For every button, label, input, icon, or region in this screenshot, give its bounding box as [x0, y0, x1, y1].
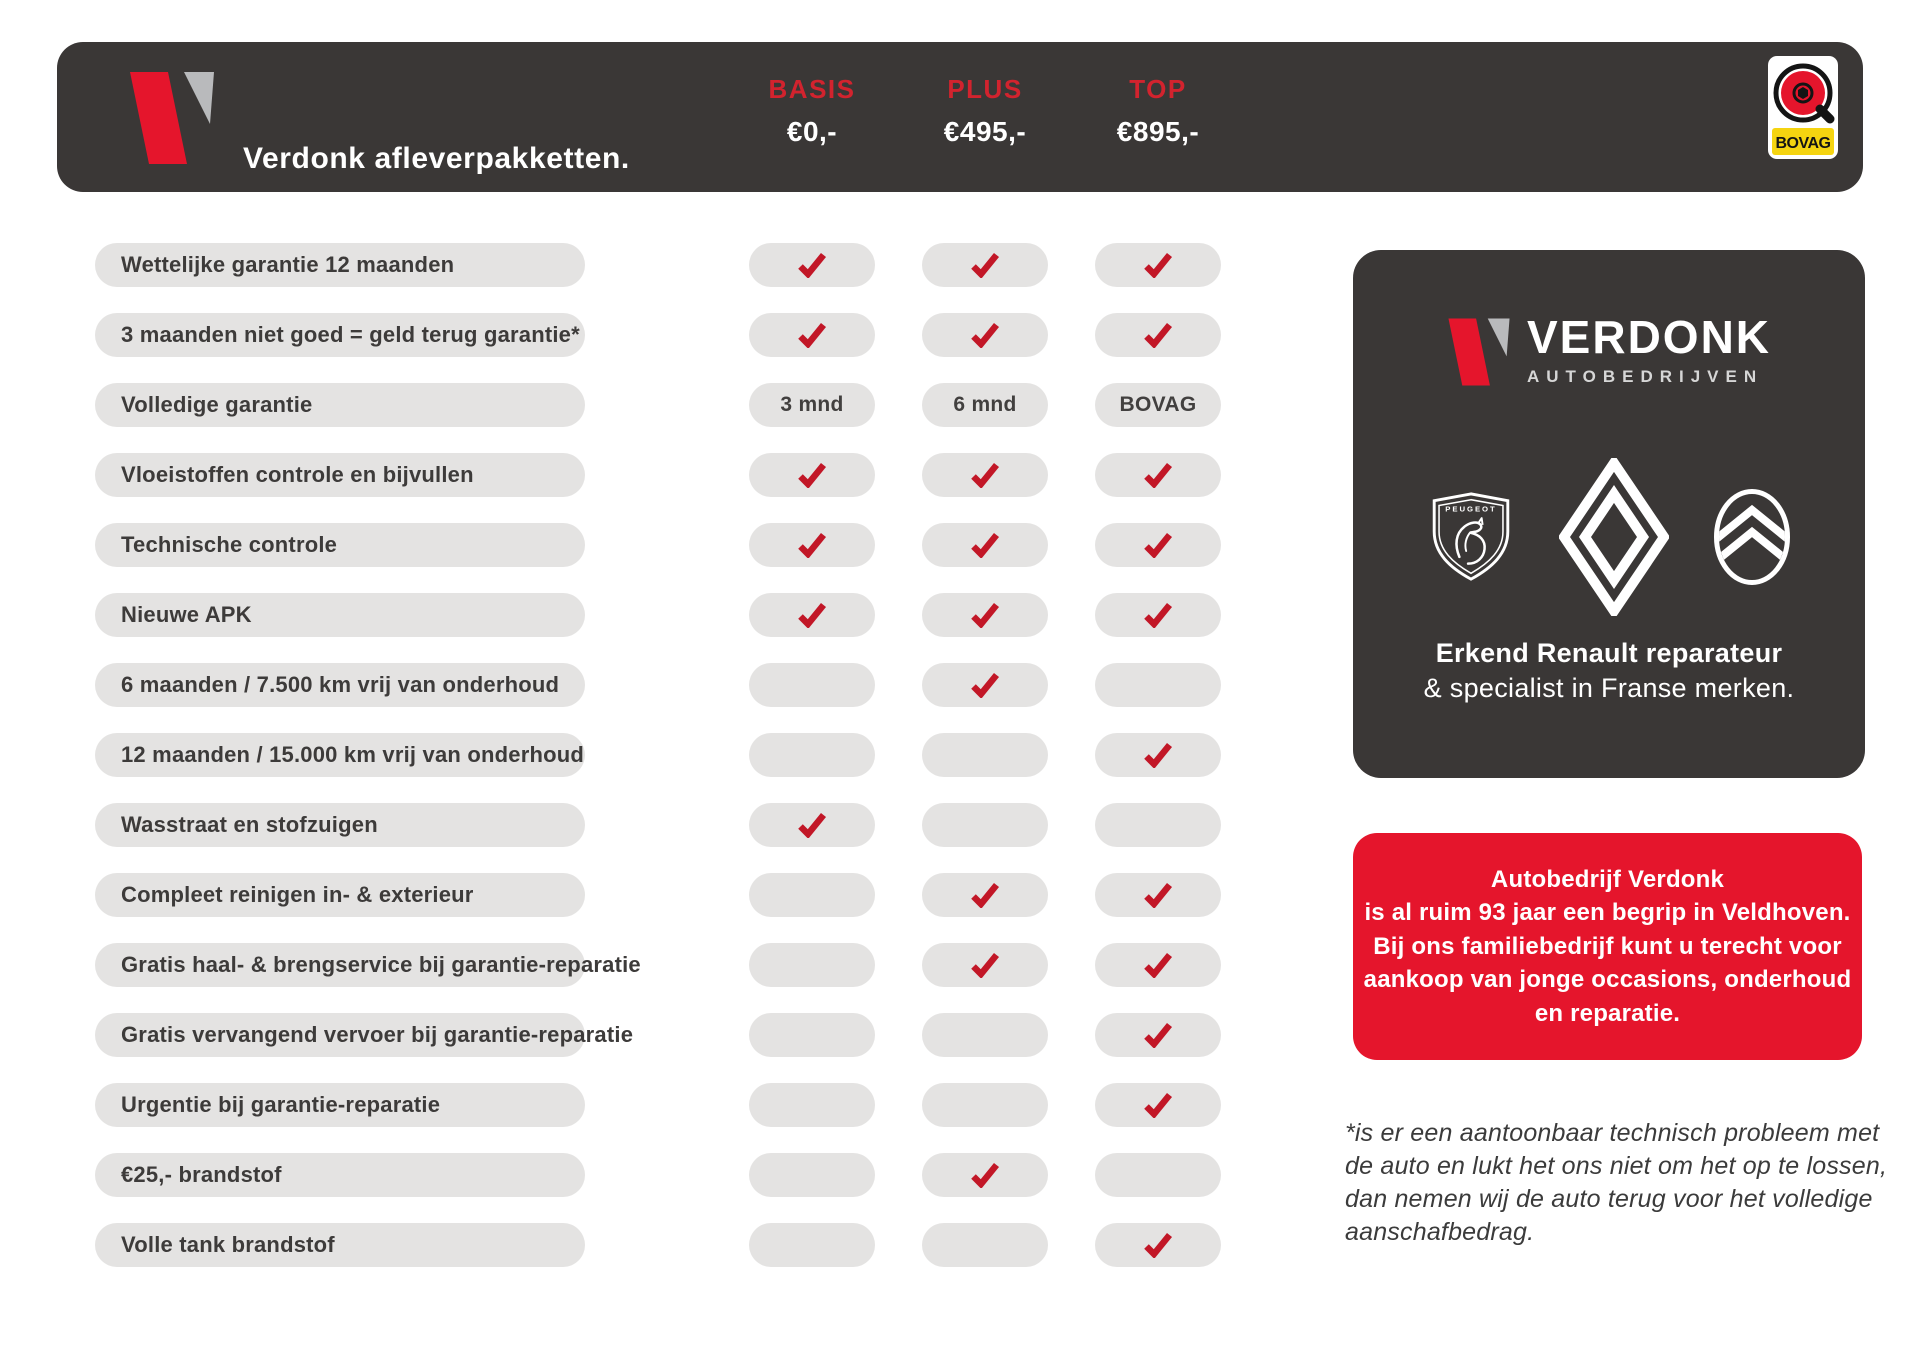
check-cell — [1095, 1083, 1221, 1127]
check-icon — [797, 812, 827, 838]
citroen-logo-icon — [1713, 488, 1791, 586]
about-line: is al ruim 93 jaar een begrip in Veldhoven. — [1364, 899, 1851, 927]
empty-cell — [922, 733, 1048, 777]
feature-label: Urgentie bij garantie-reparatie — [95, 1083, 585, 1127]
check-icon — [1143, 882, 1173, 908]
empty-cell — [749, 1153, 875, 1197]
check-icon — [1143, 1022, 1173, 1048]
check-icon — [797, 462, 827, 488]
check-icon — [970, 462, 1000, 488]
feature-label: Nieuwe APK — [95, 593, 585, 637]
about-line: Autobedrijf Verdonk — [1490, 865, 1725, 893]
empty-cell — [749, 663, 875, 707]
verdonk-logo-icon — [128, 72, 216, 164]
empty-cell — [749, 1013, 875, 1057]
table-row — [0, 523, 1340, 567]
feature-label: Wettelijke garantie 12 maanden — [95, 243, 585, 287]
table-row — [0, 733, 1340, 777]
table-row — [0, 313, 1340, 357]
column-price: €495,- — [943, 116, 1027, 147]
check-cell — [1095, 243, 1221, 287]
check-icon — [1143, 462, 1173, 488]
check-cell — [922, 1153, 1048, 1197]
check-cell — [1095, 1223, 1221, 1267]
peugeot-logo-icon — [1427, 491, 1515, 583]
check-cell — [749, 243, 875, 287]
empty-cell — [1095, 803, 1221, 847]
check-icon — [970, 532, 1000, 558]
feature-label: Technische controle — [95, 523, 585, 567]
check-icon — [970, 672, 1000, 698]
check-icon — [797, 322, 827, 348]
bovag-label: BOVAG — [1775, 135, 1831, 152]
check-cell — [1095, 943, 1221, 987]
check-icon — [1143, 952, 1173, 978]
check-cell — [922, 943, 1048, 987]
feature-label: Vloeistoffen controle en bijvullen — [95, 453, 585, 497]
table-row — [0, 1083, 1340, 1127]
check-cell — [749, 523, 875, 567]
footnote-line: *is er een aantoonbaar technisch probleem met — [1345, 1119, 1880, 1147]
empty-cell — [749, 943, 875, 987]
table-row — [0, 663, 1340, 707]
feature-label: Gratis haal- & brengservice bij garantie-reparatie — [95, 943, 585, 987]
check-cell — [749, 593, 875, 637]
check-icon — [1143, 1232, 1173, 1258]
table-row — [0, 1153, 1340, 1197]
feature-label: Gratis vervangend vervoer bij garantie-reparatie — [95, 1013, 585, 1057]
column-header-plus — [910, 74, 1060, 148]
check-cell — [749, 803, 875, 847]
brand-logos — [1353, 458, 1865, 616]
footnote — [1345, 1117, 1905, 1249]
check-icon — [797, 252, 827, 278]
footnote-line: dan nemen wij de auto terug voor het volledige — [1345, 1185, 1873, 1213]
verdonk-logo-lockup — [1353, 311, 1865, 390]
feature-label: Wasstraat en stofzuigen — [95, 803, 585, 847]
table-row — [0, 1223, 1340, 1267]
footnote-line: aanschafbedrag. — [1345, 1218, 1535, 1246]
check-icon — [970, 602, 1000, 628]
empty-cell — [922, 1223, 1048, 1267]
feature-label: 3 maanden niet goed = geld terug garantie* — [95, 313, 585, 357]
table-row — [0, 453, 1340, 497]
tagline-bold: Erkend Renault reparateur — [1435, 638, 1783, 668]
feature-label: Compleet reinigen in- & exterieur — [95, 873, 585, 917]
peugeot-label: PEUGEOT — [1445, 504, 1497, 514]
check-cell — [922, 663, 1048, 707]
table-row — [0, 1013, 1340, 1057]
column-name: BASIS — [768, 74, 856, 104]
check-icon — [1143, 742, 1173, 768]
verdonk-wordmark-sub: AUTOBEDRIJVEN — [1526, 367, 1764, 386]
check-icon — [1143, 322, 1173, 348]
table-row — [0, 873, 1340, 917]
column-name: TOP — [1129, 74, 1187, 104]
column-header-top — [1083, 74, 1233, 148]
tagline-rest: & specialist in Franse merken. — [1423, 673, 1795, 703]
empty-cell — [749, 733, 875, 777]
empty-cell — [1095, 663, 1221, 707]
verdonk-wordmark: VERDONK — [1526, 311, 1772, 363]
column-price: €895,- — [1116, 116, 1200, 147]
table-row — [0, 803, 1340, 847]
table-row — [0, 383, 1340, 427]
dealer-card — [1353, 250, 1865, 778]
empty-cell — [922, 803, 1048, 847]
check-icon — [1143, 532, 1173, 558]
empty-cell — [1095, 1153, 1221, 1197]
check-icon — [970, 882, 1000, 908]
check-cell — [1095, 873, 1221, 917]
table-row — [0, 243, 1340, 287]
empty-cell — [749, 1083, 875, 1127]
check-icon — [970, 252, 1000, 278]
check-icon — [797, 602, 827, 628]
empty-cell — [749, 1223, 875, 1267]
check-icon — [1143, 602, 1173, 628]
about-line: aankoop van jonge occasions, onderhoud — [1363, 966, 1852, 994]
check-cell — [1095, 733, 1221, 777]
check-icon — [970, 1162, 1000, 1188]
feature-label: 12 maanden / 15.000 km vrij van onderhoud — [95, 733, 585, 777]
value-cell: 6 mnd — [922, 383, 1048, 427]
check-icon — [970, 322, 1000, 348]
verdonk-logo-icon — [1447, 314, 1511, 390]
value-cell: 3 mnd — [749, 383, 875, 427]
about-line: Bij ons familiebedrijf kunt u terecht voor — [1373, 932, 1842, 960]
check-icon — [970, 952, 1000, 978]
feature-label: Volledige garantie — [95, 383, 585, 427]
table-row — [0, 943, 1340, 987]
about-line: en reparatie. — [1534, 999, 1681, 1027]
renault-logo-icon — [1559, 458, 1669, 616]
check-cell — [1095, 1013, 1221, 1057]
check-cell — [1095, 453, 1221, 497]
check-cell — [922, 873, 1048, 917]
check-cell — [1095, 523, 1221, 567]
column-name: PLUS — [947, 74, 1023, 104]
comparison-table — [0, 243, 1340, 1267]
feature-label: 6 maanden / 7.500 km vrij van onderhoud — [95, 663, 585, 707]
column-header-basis — [737, 74, 887, 148]
footnote-line: de auto en lukt het ons niet om het op te lossen, — [1345, 1152, 1888, 1180]
empty-cell — [922, 1083, 1048, 1127]
column-price: €0,- — [786, 116, 838, 147]
check-cell — [922, 453, 1048, 497]
check-icon — [797, 532, 827, 558]
check-cell — [922, 523, 1048, 567]
feature-label: €25,- brandstof — [95, 1153, 585, 1197]
check-cell — [1095, 593, 1221, 637]
check-icon — [1143, 252, 1173, 278]
check-icon — [1143, 1092, 1173, 1118]
check-cell — [1095, 313, 1221, 357]
check-cell — [749, 453, 875, 497]
check-cell — [922, 313, 1048, 357]
about-box — [1353, 833, 1862, 1060]
empty-cell — [922, 1013, 1048, 1057]
empty-cell — [749, 873, 875, 917]
bovag-logo-icon — [1768, 56, 1838, 159]
feature-label: Volle tank brandstof — [95, 1223, 585, 1267]
page-title: Verdonk afleverpakketten. — [243, 142, 630, 175]
check-cell — [922, 593, 1048, 637]
check-cell — [922, 243, 1048, 287]
table-row — [0, 593, 1340, 637]
value-cell: BOVAG — [1095, 383, 1221, 427]
check-cell — [749, 313, 875, 357]
